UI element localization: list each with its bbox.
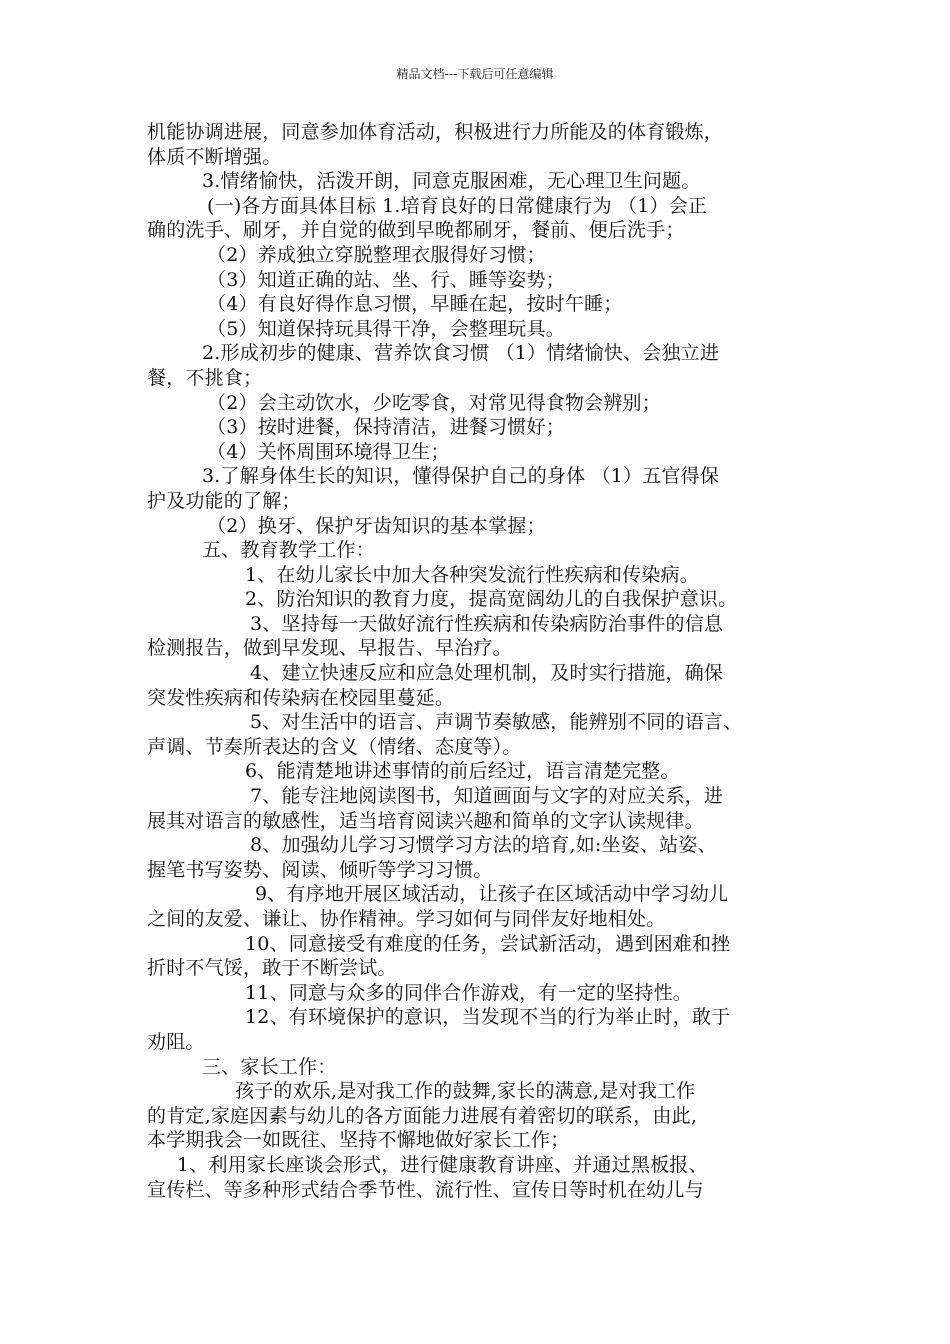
text-line: （2）会主动饮水，少吃零食，对常见得食物会辨别； [207, 391, 661, 414]
text-line: 8、加强幼儿学习习惯学习方法的培育,如:坐姿、站姿、 [250, 834, 717, 857]
text-line: 3、坚持每一天做好流行性疾病和传染病防治事件的信息 [250, 612, 724, 635]
text-line: 11、同意与众多的同伴合作游戏，有一定的坚持性。 [245, 981, 692, 1004]
text-line: (一)各方面具体目标 1.培育良好的日常健康行为 （1）会正 [207, 194, 708, 217]
text-line: 折时不气馁，敢于不断尝试。 [147, 957, 397, 980]
text-line: 劝阻。 [147, 1030, 205, 1053]
text-line: 5、对生活中的语言、声调节奏敏感，能辨别不同的语言、 [250, 711, 743, 734]
text-line: （2）换牙、保护牙齿知识的基本掌握； [207, 514, 546, 537]
text-line: （4）有良好得作息习惯，早睡在起，按时午睡； [207, 293, 623, 316]
text-line: 机能协调进展，同意参加体育活动，积极进行力所能及的体育锻炼， [147, 121, 724, 143]
text-line: 体质不断增强。 [147, 145, 282, 168]
page-header: 精品文档---下载后可任意编辑 [396, 67, 554, 81]
text-line: 6、能清楚地讲述事情的前后经过，语言清楚完整。 [245, 760, 680, 783]
text-line: 2.形成初步的健康、营养饮食习惯 （1）情绪愉快、会独立进 [202, 342, 720, 365]
text-line: 餐，不挑食； [147, 366, 263, 389]
text-line: 三、家长工作： [202, 1055, 337, 1078]
text-line: 宣传栏、等多种形式结合季节性、流行性、宣传日等时机在幼儿与 [147, 1178, 704, 1201]
text-line: 孩子的欢乐,是对我工作的鼓舞,家长的满意,是对我工作 [235, 1080, 696, 1103]
document-body [147, 120, 827, 1202]
text-line: （5）知道保持玩具得干净，会整理玩具。 [207, 317, 565, 340]
text-line: 本学期我会一如既往、坚持不懈地做好家长工作； [147, 1129, 570, 1152]
text-line: 9、有序地开展区域活动，让孩子在区域活动中学习幼儿 [255, 883, 729, 906]
text-line: （3）按时进餐，保持清洁，进餐习惯好； [207, 416, 565, 439]
text-line: 五、教育教学工作： [202, 539, 375, 562]
text-line: （3）知道正确的站、坐、行、睡等姿势； [207, 268, 565, 291]
text-line: 3.了解身体生长的知识，懂得保护自己的身体 （1）五官得保 [202, 465, 720, 488]
text-line: 12、有环境保护的意识，当发现不当的行为举止时，敢于 [245, 1006, 731, 1029]
text-line: （4）关怀周围环境得卫生； [207, 440, 450, 463]
text-line: （2）养成独立穿脱整理衣服得好习惯； [207, 243, 546, 266]
text-line: 的肯定,家庭因素与幼儿的各方面能力进展有着密切的联系，由此, [147, 1104, 698, 1127]
text-line: 1、在幼儿家长中加大各种突发流行性疾病和传染病。 [245, 563, 699, 586]
text-line: 展其对语言的敏感性，适当培育阅读兴趣和简单的文字认读规律。 [147, 809, 704, 832]
text-line: 护及功能的了解； [147, 489, 301, 512]
text-line: 握笔书写姿势、阅读、倾听等学习习惯。 [147, 858, 493, 881]
text-line: 声调、节奏所表达的含义（情绪、态度等）。 [147, 735, 522, 758]
text-line: 4、建立快速反应和应急处理机制，及时实行措施，确保 [250, 662, 724, 685]
text-line: 确的洗手、刷牙，并自觉的做到早晚都刷牙，餐前、便后洗手； [147, 219, 685, 242]
text-line: 突发性疾病和传染病在校园里蔓延。 [147, 686, 455, 709]
text-line: 7、能专注地阅读图书，知道画面与文字的对应关系，进 [250, 785, 724, 808]
text-line: 检测报告，做到早发现、早报告、早治疗。 [147, 637, 512, 660]
text-line: 10、同意接受有难度的任务，尝试新活动，遇到困难和挫 [245, 932, 731, 955]
text-line: 之间的友爱、谦让、协作精神。学习如何与同伴友好地相处。 [147, 908, 666, 930]
text-line: 2、防治知识的教育力度，提高宽阔幼儿的自我保护意识。 [245, 588, 738, 611]
text-line: 3.情绪愉快，活泼开朗，同意克服困难，无心理卫生问题。 [202, 170, 701, 193]
text-line: 1、利用家长座谈会形式，进行健康教育讲座、并通过黑板报、 [177, 1153, 708, 1176]
